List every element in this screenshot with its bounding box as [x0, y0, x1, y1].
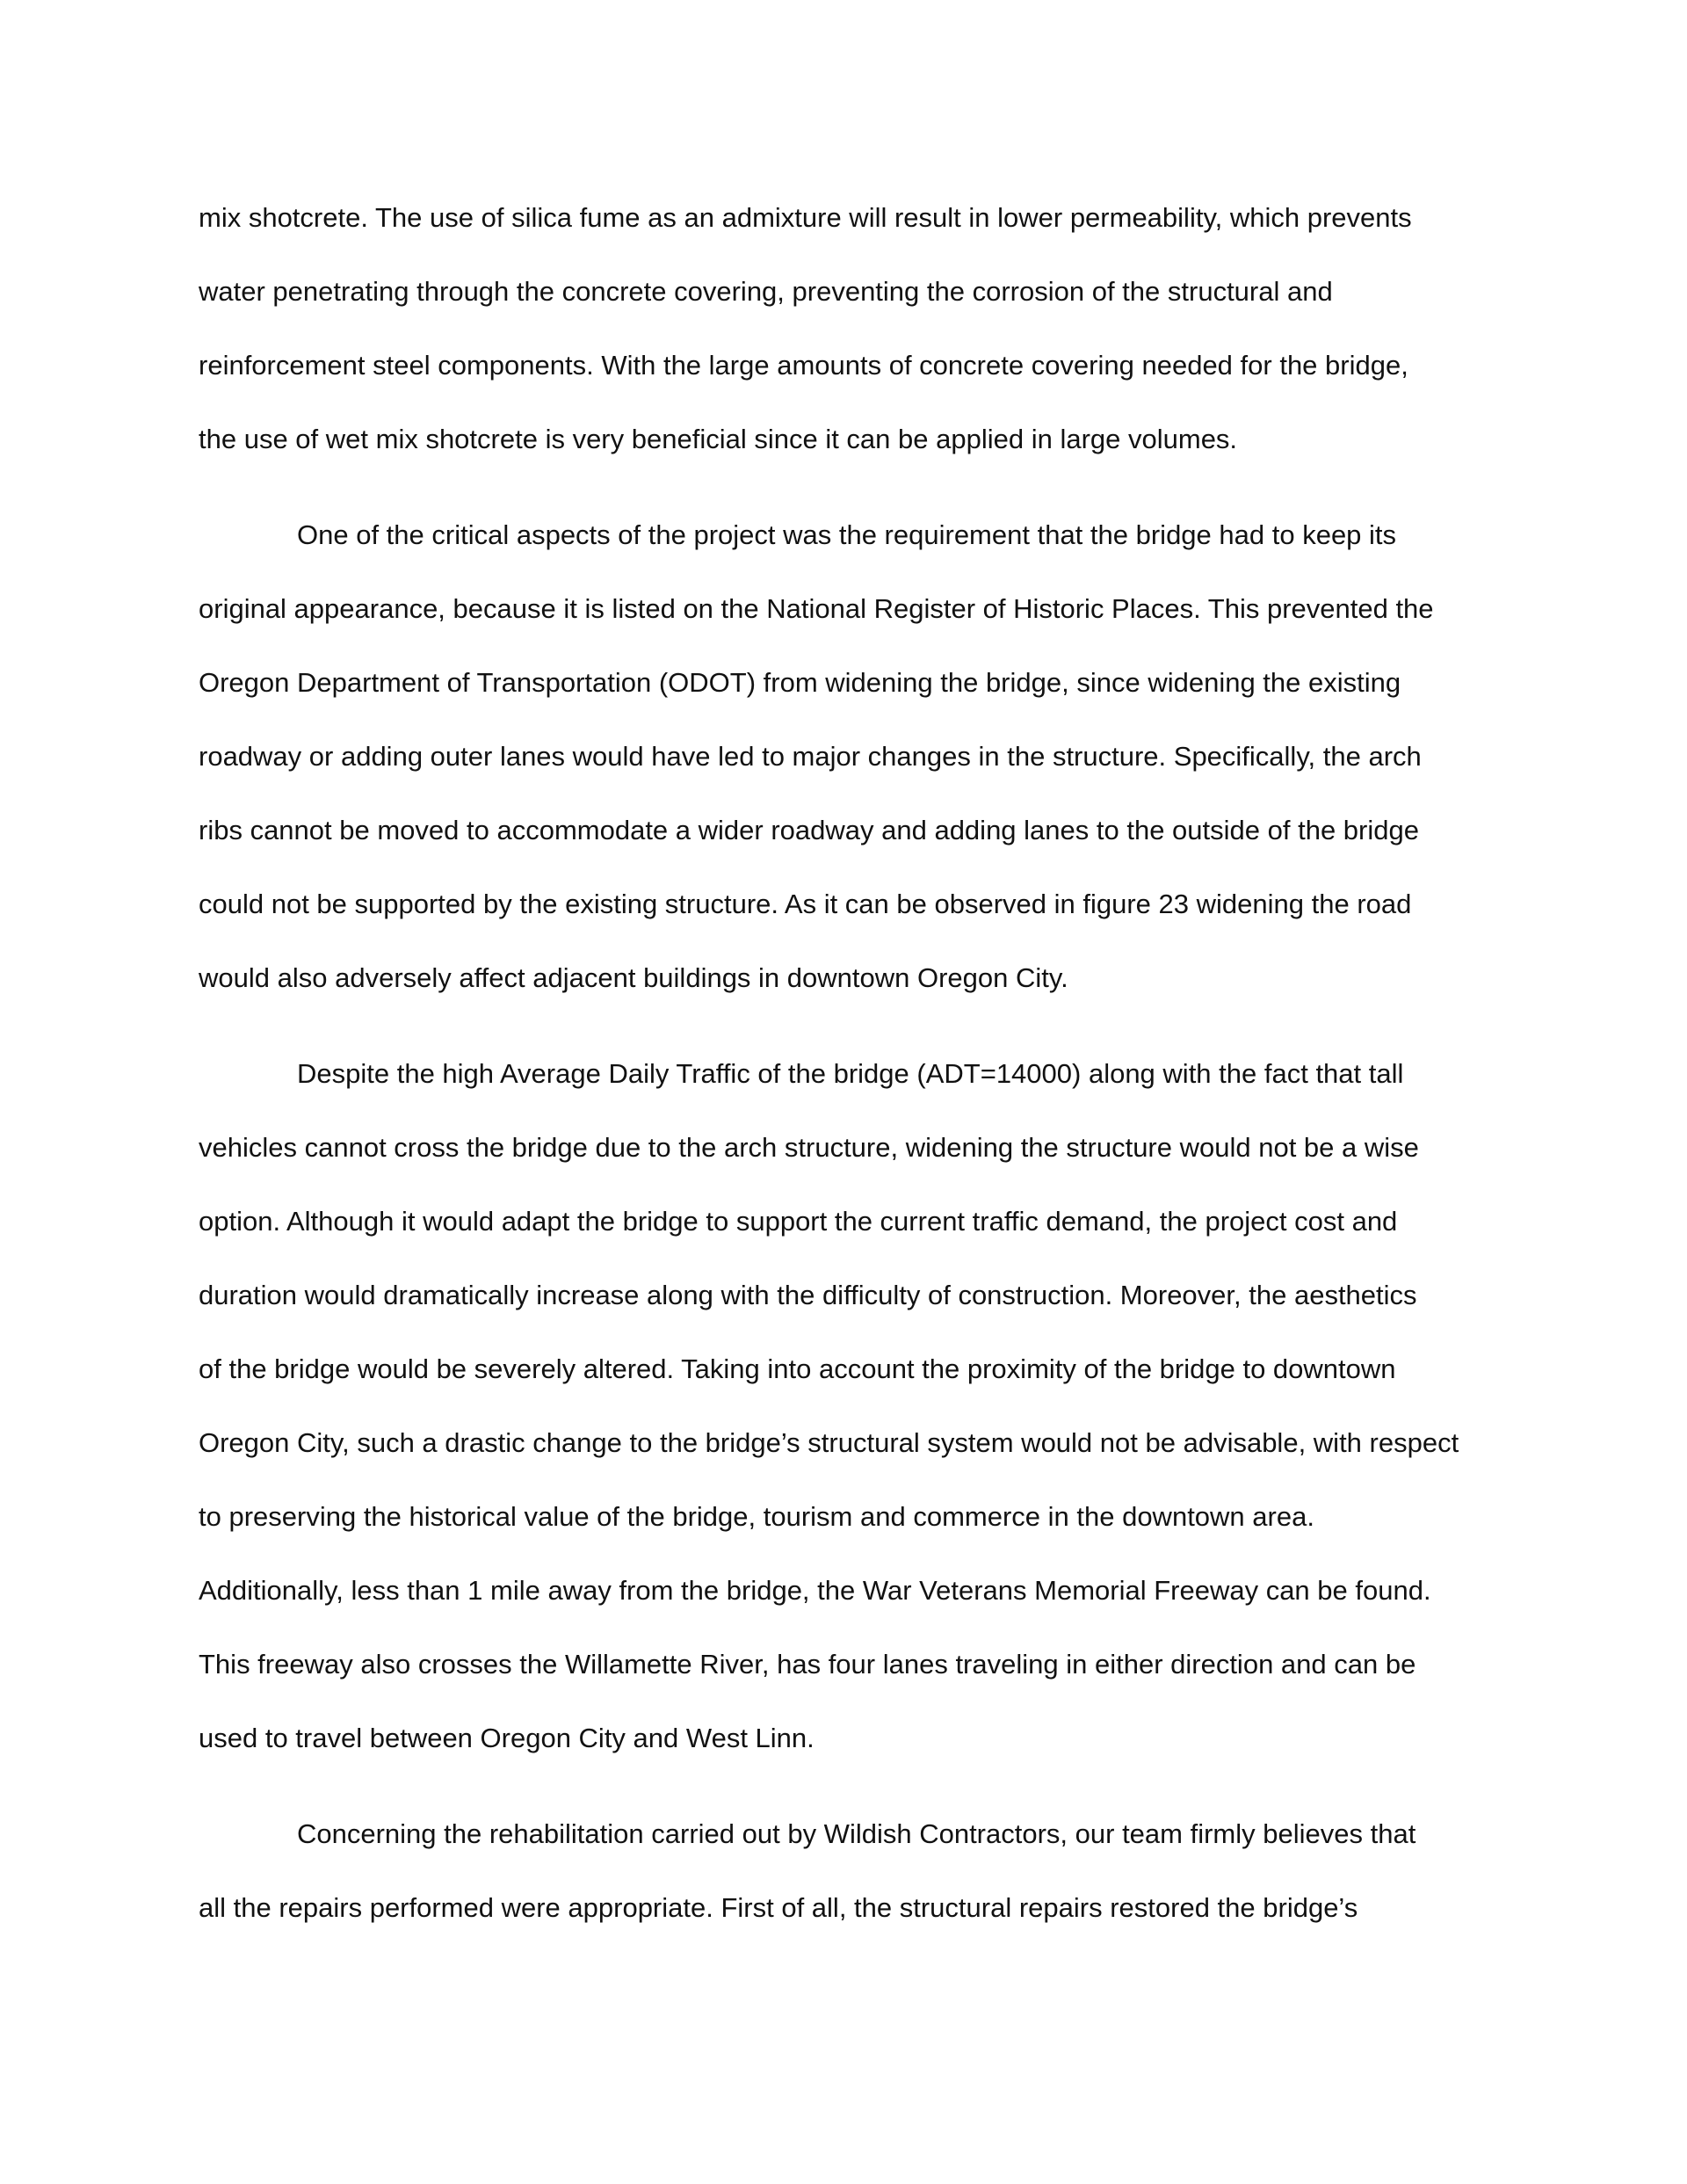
paragraph-2-line-5: ribs cannot be moved to accommodate a wider roadway and adding lanes to the outside of the bridge — [199, 815, 1419, 845]
paragraph-3-line-2: vehicles cannot cross the bridge due to the arch structure, widening the structure would not be a wise — [199, 1132, 1419, 1163]
paragraph-2-line-4: roadway or adding outer lanes would have led to major changes in the structure. Specifically, the arch — [199, 741, 1422, 772]
paragraph-2-line-1: One of the critical aspects of the project was the requirement that the bridge had to keep its — [297, 519, 1397, 550]
paragraph-3-line-4: duration would dramatically increase along with the difficulty of construction. Moreover, the aesthetics — [199, 1280, 1417, 1310]
paragraph-3-line-8: Additionally, less than 1 mile away from the bridge, the War Veterans Memorial Freeway can be found. — [199, 1575, 1431, 1606]
paragraph-2-line-2: original appearance, because it is listed on the National Register of Historic Places. This prevented the — [199, 593, 1434, 624]
paragraph-3-line-9: This freeway also crosses the Willamette River, has four lanes traveling in either direction and can be — [199, 1649, 1416, 1680]
paragraph-2-line-7: would also adversely affect adjacent buildings in downtown Oregon City. — [199, 962, 1068, 993]
paragraph-3-line-6: Oregon City, such a drastic change to the bridge’s structural system would not be advisable, with respect — [199, 1427, 1459, 1458]
paragraph-1-line-4: the use of wet mix shotcrete is very beneficial since it can be applied in large volumes. — [199, 424, 1238, 454]
paragraph-2-line-6: could not be supported by the existing structure. As it can be observed in figure 23 widening the road — [199, 889, 1412, 919]
paragraph-3-line-3: option. Although it would adapt the bridge to support the current traffic demand, the project cost and — [199, 1206, 1398, 1237]
paragraph-3-line-10: used to travel between Oregon City and West Linn. — [199, 1723, 815, 1753]
paragraph-4-line-1: Concerning the rehabilitation carried out by Wildish Contractors, our team firmly believes that — [297, 1818, 1416, 1849]
paragraph-1-line-1: mix shotcrete. The use of silica fume as an admixture will result in lower permeability, which prevents — [199, 202, 1412, 233]
paragraph-3-line-5: of the bridge would be severely altered. Taking into account the proximity of the bridge to downtown — [199, 1353, 1396, 1384]
paragraph-2-line-3: Oregon Department of Transportation (ODOT) from widening the bridge, since widening the existing — [199, 667, 1401, 698]
paragraph-1-line-3: reinforcement steel components. With the large amounts of concrete covering needed for the bridge, — [199, 350, 1408, 381]
paragraph-1-line-2: water penetrating through the concrete covering, preventing the corrosion of the structural and — [199, 276, 1333, 307]
paragraph-3-line-1: Despite the high Average Daily Traffic of the bridge (ADT=14000) along with the fact that tall — [297, 1058, 1404, 1089]
paragraph-3-line-7: to preserving the historical value of the bridge, tourism and commerce in the downtown area. — [199, 1501, 1314, 1532]
paragraph-4-line-2: all the repairs performed were appropriate. First of all, the structural repairs restored the bridge’s — [199, 1892, 1358, 1923]
